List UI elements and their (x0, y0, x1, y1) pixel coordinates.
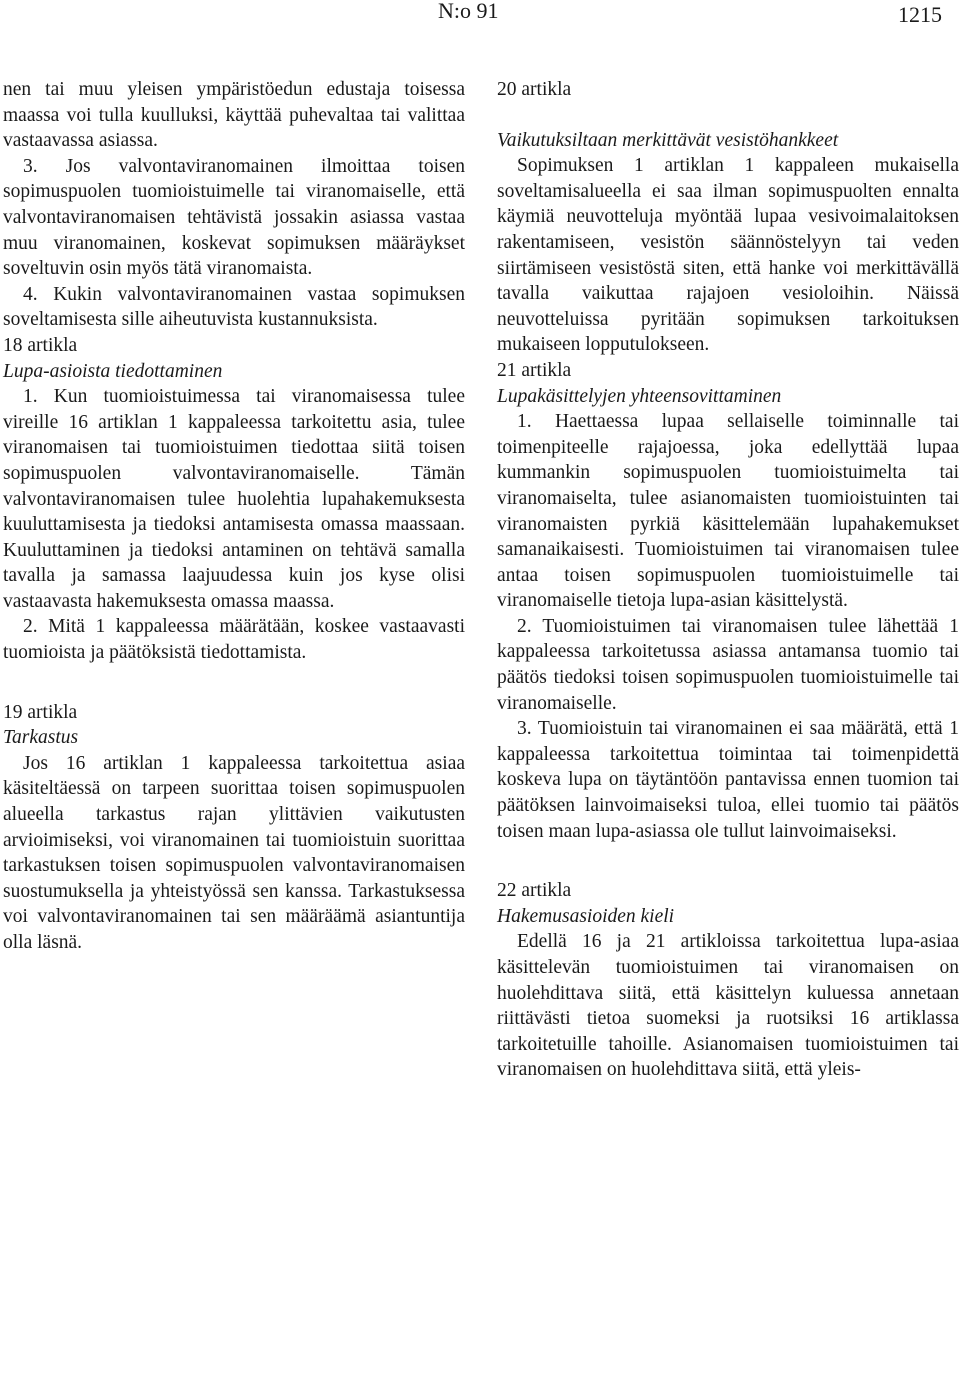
left-column (3, 77, 465, 956)
article-heading-19: 19 artikla (3, 701, 78, 723)
article-heading-18: 18 artikla (3, 334, 78, 356)
paragraph: 3. Jos valvontaviranomainen ilmoittaa toisen sopimuspuolen tuomioistuimelle tai viranomaiselle, että valvontaviranomaisen tehtävistä jossakin asiassa vastaa muu viranomainen, koskevat sopimuksen määräykset soveltuvin osin myös tätä viranomaista. (3, 155, 465, 280)
page-number: 1215 (898, 2, 942, 27)
paragraph: 1. Haettaessa lupaa sellaiselle toiminnalle tai toimenpiteelle rajajoessa, joka edellyttää lupaa kummankin sopimuspuolen tuomioistuimelta tai viranomaiselta, tulee asianomaisten tuomioistuinten tai viranomaisten pyrkiä käsittelemään lupahakemukset samanaikaisesti. Tuomioistuimen tai viranomaisen tulee antaa toisen sopimuspuolen tuomioistuimelle tai viranomaiselle tietoja lupa-asian käsittelystä. (497, 411, 959, 612)
paragraph: nen tai muu yleisen ympäristöedun edustaja toisessa maassa voi tulla kuulluksi, käyttää puhevaltaa tai valittaa vastaavassa asiassa. (3, 79, 465, 152)
article-title-20: Vaikutuksiltaan merkittävät vesistöhankkeet (497, 129, 839, 151)
issue-number: N:o 91 (438, 0, 499, 23)
article-title-21: Lupakäsittelyjen yhteensovittaminen (497, 385, 782, 407)
paragraph: 2. Tuomioistuimen tai viranomaisen tulee lähettää 1 kappaleessa tarkoitetussa asiassa antamansa tuomio tai päätös tiedoksi toisen sopimuspuolen tuomioistuimelle tai viranomaiselle. (497, 615, 959, 714)
page-header (0, 0, 960, 40)
paragraph: 2. Mitä 1 kappaleessa määrätään, koskee vastaavasti tuomioista ja päätöksistä tiedottamista. (3, 616, 465, 664)
article-heading-22: 22 artikla (497, 880, 572, 902)
paragraph: 1. Kun tuomioistuimessa tai viranomaisessa tulee vireille 16 artiklan 1 kappaleessa tarkoitettu asia, tulee viranomaisen tai tuomioistuimen tiedottaa siitä toisen sopimuspuolen valvontaviranomaiselle. Tämän valvontaviranomaisen tulee huolehtia lupahakemuksesta kuuluttamisesta ja tiedoksi antamisesta omassa maassaan. Kuuluttaminen ja tiedoksi antaminen on tehtävä samalla tavalla ja samassa laajuudessa kuin jos kyse olisi vastaavasta hakemuksesta omassa maassa. (3, 386, 465, 612)
paragraph: 3. Tuomioistuin tai viranomainen ei saa määrätä, että 1 kappaleessa tarkoitettua toimintaa tai toimenpidettä koskeva lupa on täytäntöön pantavissa ennen tuomion tai päätöksen lainvoimaiseksi tuloa, ellei tuomio tai päätös toisen maan lupa-asiassa ole tullut lainvoimaiseksi. (497, 718, 959, 842)
article-heading-21: 21 artikla (497, 359, 572, 381)
article-heading-20: 20 artikla (497, 79, 572, 100)
article-title-22: Hakemusasioiden kieli (497, 905, 675, 927)
paragraph: Sopimuksen 1 artiklan 1 kappaleen mukaisella soveltamisalueella ei saa ilman sopimuspuolten ennalta käymiä neuvotteluja myöntää lupaa vesivoimalaitoksen rakentamiseen, vesistön säännöstelyyn tai veden siirtämiseen vesistöstä siten, että hanke voi merkittävällä tavalla vaikuttaa rajajoen vesioloihin. Näissä neuvotteluissa pyritään sopimuksen tarkoituksen mukaiseen lopputulokseen. (497, 155, 959, 356)
paragraph: Jos 16 artiklan 1 kappaleessa tarkoitettua asiaa käsiteltäessä on tarpeen suorittaa toisen sopimuspuolen alueella tarkastus rajan ylittävien vaikutusten arvioimiseksi, voi viranomainen tai tuomioistuin suorittaa tarkastuksen toisen sopimuspuolen valvontaviranomaisen suostumuksella ja yhteistyössä sen kanssa. Tarkastuksessa voi valvontaviranomainen tai sen määräämä asiantuntija olla läsnä. (3, 752, 465, 953)
article-title-18: Lupa-asioista tiedottaminen (3, 360, 223, 382)
paragraph: 4. Kukin valvontaviranomainen vastaa sopimuksen soveltamisesta sille aiheutuvista kustannuksista. (3, 283, 465, 331)
right-column (497, 77, 959, 1083)
paragraph: Edellä 16 ja 21 artikloissa tarkoitettua lupa-asiaa käsittelevän tuomioistuimen tai viranomaisen on huolehdittava siitä, että käsittelyn kuluessa annetaan riittävästi tietoa suomeksi ja ruotsiksi 16 artiklassa tarkoitetuille tahoille. Asianomaisen tuomioistuimen tai viranomaisen on huolehdittava siitä, että yleis- (497, 931, 959, 1081)
article-title-19: Tarkastus (3, 727, 79, 749)
